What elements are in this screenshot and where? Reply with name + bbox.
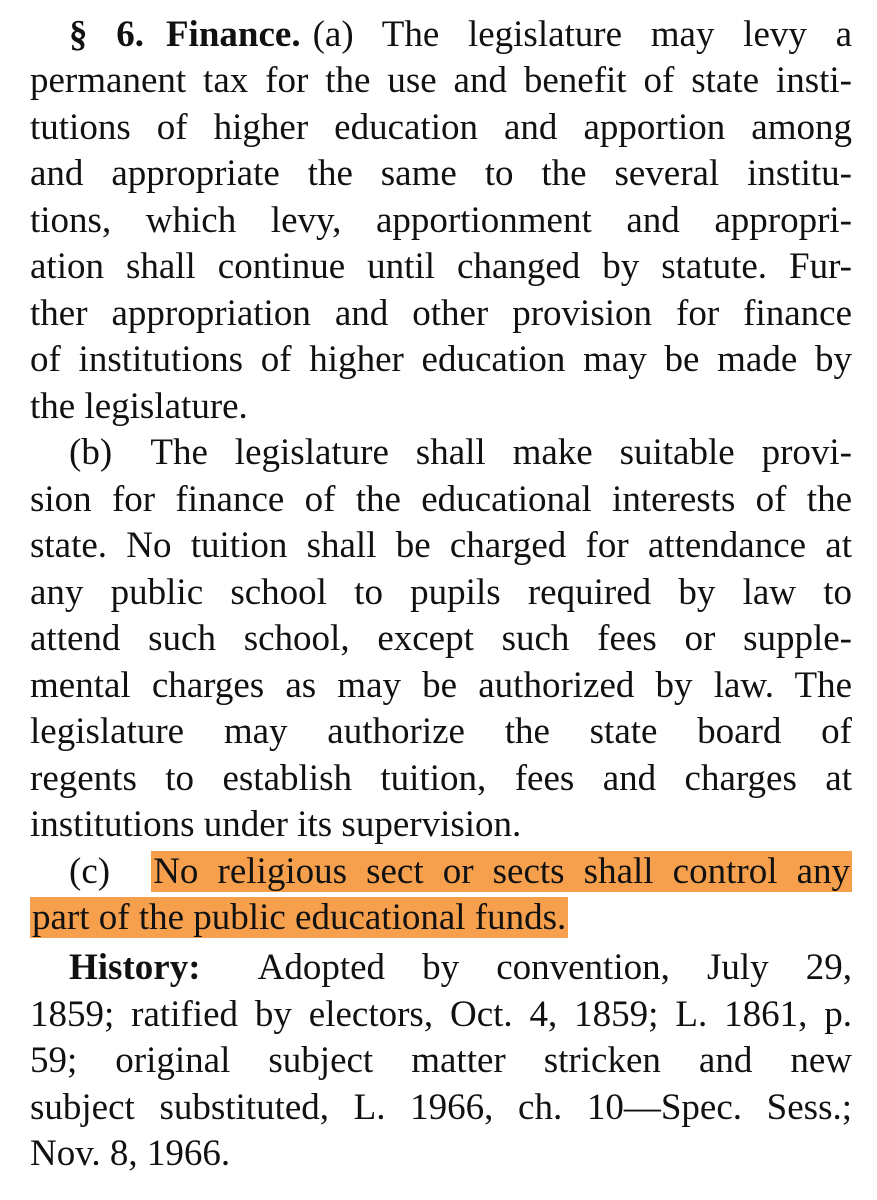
- section-c-label: (c): [69, 851, 111, 892]
- section-b-line-9: institutions under its supervision.: [30, 804, 522, 845]
- highlighted-text: part of the public educational funds.: [32, 897, 567, 938]
- section-b-line-5: attend such school, except such fees or supple-: [30, 618, 852, 659]
- section-b-line-2: sion for finance of the educational interests of the: [30, 479, 852, 520]
- history-line-2: 1859; ratified by electors, Oct. 4, 1859; L. 1861, p.: [30, 994, 852, 1035]
- section-a-line-9: the legislature.: [30, 386, 248, 427]
- section-c-line-1: [69, 849, 852, 895]
- section-b-label: (b): [69, 432, 113, 473]
- history-line-5: Nov. 8, 1966.: [30, 1133, 231, 1174]
- section-c-line-2: [30, 895, 852, 941]
- section-a-line-7: ther appropriation and other provision for finance: [30, 293, 852, 334]
- history-label: History:: [69, 947, 201, 988]
- section-heading: Finance.: [165, 14, 301, 55]
- section-a-line-3: tutions of higher education and apportion among: [30, 107, 852, 148]
- section-a-line-8: of institutions of higher education may be made by: [30, 339, 852, 380]
- highlighted-text: No religious sect or sects shall control any: [153, 851, 851, 892]
- history-line-1: [69, 945, 852, 991]
- section-b-line-7: legislature may authorize the state board of: [30, 711, 852, 752]
- history-line-4: subject substituted, L. 1966, ch. 10—Spec. Sess.;: [30, 1087, 852, 1128]
- section-b-line-6: mental charges as may be authorized by law. The: [30, 665, 852, 706]
- section-b-line-4: any public school to pupils required by law to: [30, 572, 852, 613]
- section-a-line-5: tions, which levy, apportionment and appropri-: [30, 200, 852, 241]
- section-a-line-6: ation shall continue until changed by statute. Fur-: [30, 246, 852, 287]
- section-a-line-4: and appropriate the same to the several institu-: [30, 153, 852, 194]
- section-b-text: The legislature shall make suitable provi-: [150, 432, 852, 473]
- section-b-line-3: state. No tuition shall be charged for attendance at: [30, 525, 852, 566]
- section-a-label: (a): [312, 14, 354, 55]
- section-number: § 6.: [69, 14, 144, 55]
- section-b-line-8: regents to establish tuition, fees and charges at: [30, 758, 852, 799]
- section-b-line-1: [69, 430, 852, 476]
- section-a-line-2: permanent tax for the use and benefit of state insti-: [30, 60, 852, 101]
- history-text: Adopted by convention, July 29,: [257, 947, 852, 988]
- section-a-line-1: [69, 12, 852, 58]
- history-line-3: 59; original subject matter stricken and new: [30, 1040, 852, 1081]
- section-a-text: The legislature may levy a: [381, 14, 852, 55]
